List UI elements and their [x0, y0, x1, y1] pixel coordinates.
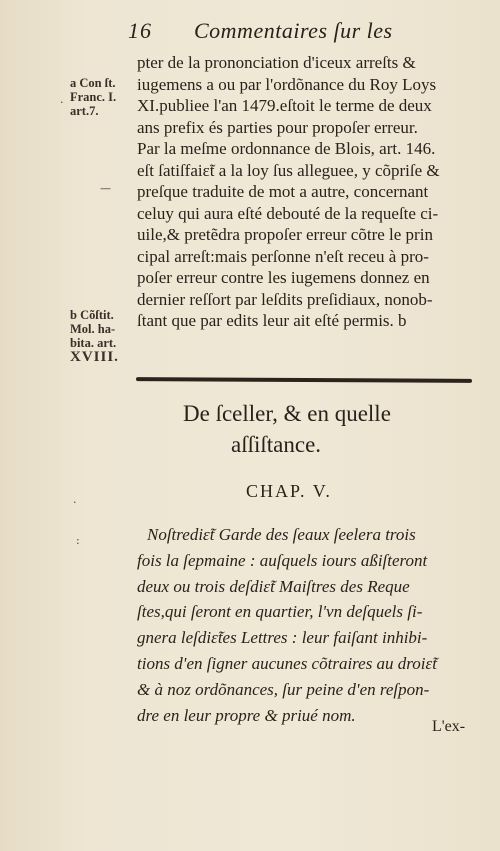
body-line: dernier reſſort par leſdits preſidiaux, nonob-	[137, 289, 433, 309]
body-line: poſer erreur contre les iugemens donnez en	[137, 268, 430, 287]
section-title-line: aſſiſtance.	[231, 432, 322, 457]
margin-note-line: art.7.	[70, 104, 99, 118]
section-title-line: De ſceller, & en quelle	[183, 401, 391, 426]
catchword: L'ex-	[432, 718, 466, 735]
margin-note-line: XVIII.	[70, 349, 119, 365]
chapter-line: tions d'en ſigner aucunes cõtraires au droiɛ̃t	[137, 653, 437, 673]
page-header	[128, 18, 428, 48]
chapter-line: deux ou trois deſdiɛ̃t Maiſtres des Reque	[137, 576, 410, 596]
margin-note-line: bita. art.	[70, 336, 117, 350]
body-line: celuy qui aura eſté debouté de la requeſte ci-	[137, 203, 439, 223]
chapter-line: Noſtrediɛ̃t Garde des ſeaux ſeelera trois	[147, 525, 416, 544]
body-line: uile,& pretẽdra propoſer erreur cõtre le prin	[137, 225, 433, 244]
chapter-line: gnera leſdiɛ̃tes Lettres : leur faiſant inhibi-	[137, 628, 428, 648]
body-line: iugemens a ou par l'ordõnance du Roy Loys	[137, 74, 437, 94]
chapter-line: & à noz ordõnances, ſur peine d'en reſpon-	[137, 679, 430, 699]
margin-note-line: a Con ſt.	[70, 76, 116, 90]
ink-speck: ·	[60, 96, 64, 109]
body-line: cipal arreſt:mais perſonne n'eſt receu à pro-	[137, 246, 429, 266]
body-line: ans prefix és parties pour propoſer erreur.	[137, 117, 418, 137]
chapter-line: dre en leur propre & priué nom.	[137, 705, 356, 725]
body-line: preſque traduite de mot a autre, concernant	[137, 182, 429, 201]
body-line: eſt ſatiſfaiɛ̃t a la loy ſus alleguee, y cõpriſe &	[137, 160, 440, 180]
margin-note-line: Franc. I.	[70, 90, 117, 104]
chapter-line: fois la ſepmaine : auſquels iours aßiſteront	[137, 550, 428, 570]
margin-note-line: Mol. ha-	[70, 322, 116, 336]
section-divider-rule	[136, 377, 472, 383]
body-line: XI.publiee l'an 1479.eſtoit le terme de deux	[137, 96, 432, 115]
margin-note-a	[70, 76, 140, 118]
ink-speck: ·	[73, 496, 77, 509]
section-title	[183, 398, 463, 460]
body-paragraph	[137, 52, 477, 332]
page-number: 16	[128, 18, 152, 43]
margin-note-line: b Cõſtit.	[70, 308, 114, 322]
chapter-paragraph	[137, 522, 482, 728]
ink-speck: :	[76, 534, 80, 547]
body-line: ſtant que par edits leur ait eſté permis. b	[137, 311, 407, 330]
margin-note-b	[70, 308, 140, 364]
ink-speck: —	[100, 182, 111, 195]
body-line: Par la meſme ordonnance de Blois, art. 146.	[137, 139, 436, 158]
body-line: pter de la prononciation d'iceux arreſts &	[137, 53, 416, 72]
chapter-line: ſtes,qui ſeront en quartier, l'vn deſquels ſi-	[137, 602, 423, 622]
chapter-heading: CHAP. V.	[246, 481, 332, 501]
running-head: Commentaires ſur les	[194, 18, 393, 43]
